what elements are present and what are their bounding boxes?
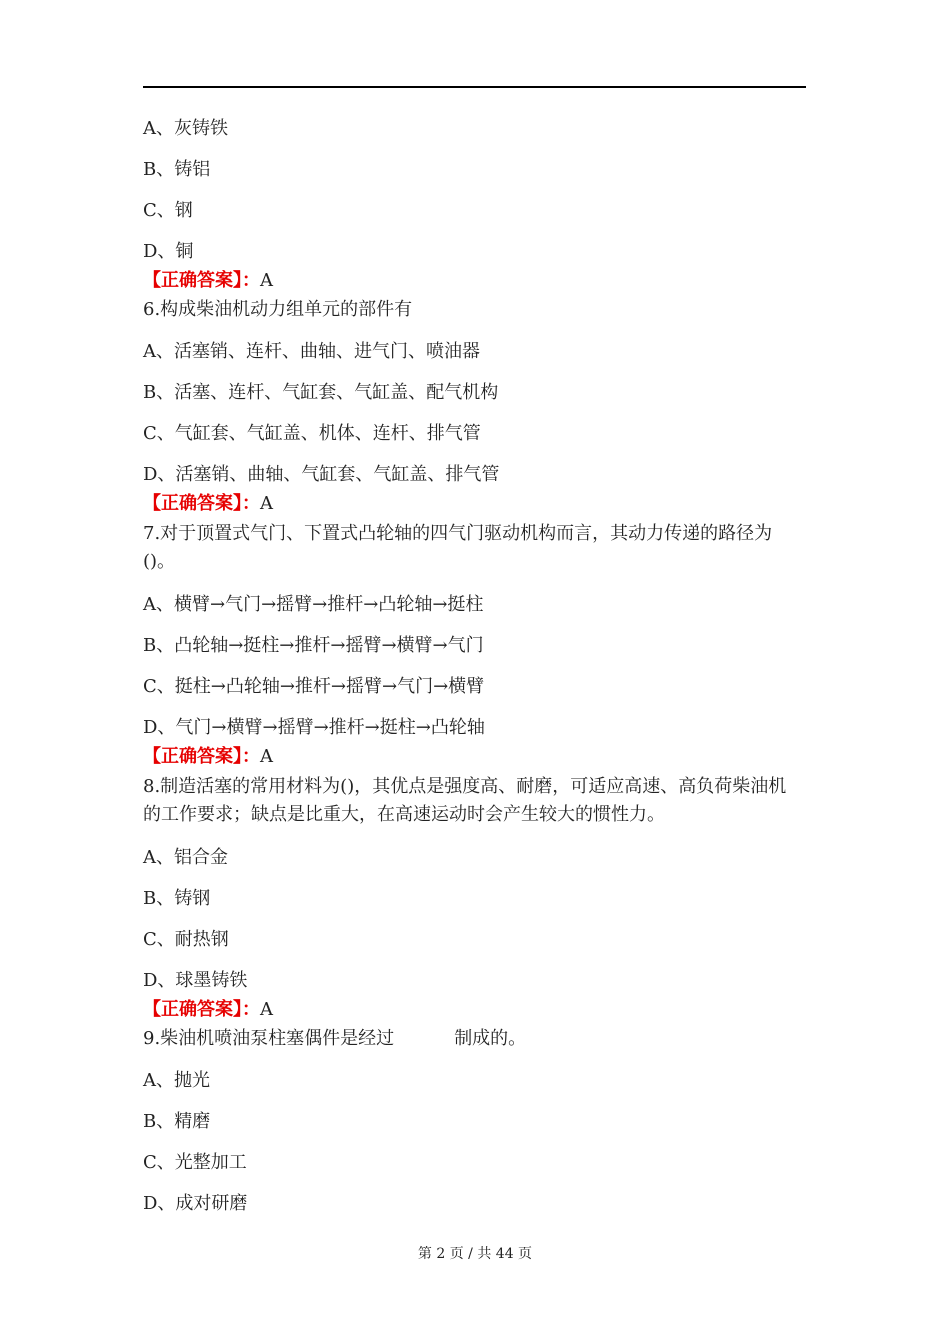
q7-option-d: D、气门→横臂→摇臂→推杆→挺柱→凸轮轴	[143, 717, 485, 738]
q6-option-a: A、活塞销、连杆、曲轴、进气门、喷油器	[143, 341, 480, 362]
answer-value: A	[260, 270, 273, 291]
q7-answer	[143, 745, 273, 769]
q9-stem	[143, 1027, 526, 1051]
q6-answer	[143, 492, 273, 516]
q5-option-c: C、钢	[143, 200, 193, 221]
q8-option-d: D、球墨铸铁	[143, 970, 248, 991]
q6-option-c: C、气缸套、气缸盖、机体、连杆、排气管	[143, 423, 481, 444]
q5-option-d: D、铜	[143, 241, 194, 262]
q6-option-d: D、活塞销、曲轴、气缸套、气缸盖、排气管	[143, 464, 500, 485]
q8-answer	[143, 998, 273, 1022]
q5-answer	[143, 269, 273, 293]
answer-value: A	[260, 999, 273, 1020]
q8-option-c: C、耐热钢	[143, 929, 229, 950]
q7-stem: 7.对于顶置式气门、下置式凸轮轴的四气门驱动机构而言，其动力传递的路径为()。	[143, 523, 773, 572]
q6-option-b: B、活塞、连杆、气缸套、气缸盖、配气机构	[143, 382, 499, 403]
answer-value: A	[260, 746, 273, 767]
q7-option-b: B、凸轮轴→挺柱→推杆→摇臂→横臂→气门	[143, 635, 484, 656]
q9-option-b: B、精磨	[143, 1111, 211, 1132]
q8-stem: 8.制造活塞的常用材料为()，其优点是强度高、耐磨，可适应高速、高负荷柴油机的工作要求；缺点是比重大，在高速运动时会产生较大的惯性力。	[143, 776, 787, 825]
answer-label: 【正确答案】：	[143, 999, 260, 1020]
q7-option-c: C、挺柱→凸轮轴→推杆→摇臂→气门→横臂	[143, 676, 485, 697]
answer-label: 【正确答案】：	[143, 493, 260, 514]
page-number: 第 2 页 / 共 44 页	[417, 1246, 533, 1262]
header-rule	[143, 86, 806, 88]
q9-stem-after: 制成的。	[454, 1028, 527, 1049]
q7-option-a: A、横臂→气门→摇臂→推杆→凸轮轴→挺柱	[143, 594, 484, 615]
q8-option-a: A、铝合金	[143, 847, 228, 868]
answer-value: A	[260, 493, 273, 514]
q9-stem-before: 9.柴油机喷油泵柱塞偶件是经过	[143, 1028, 395, 1049]
q9-option-a: A、抛光	[143, 1070, 210, 1091]
q5-option-a: A、灰铸铁	[143, 118, 228, 139]
q5-option-b: B、铸铝	[143, 159, 211, 180]
answer-label: 【正确答案】：	[143, 746, 260, 767]
q9-option-d: D、成对研磨	[143, 1193, 248, 1214]
q8-option-b: B、铸钢	[143, 888, 211, 909]
q9-option-c: C、光整加工	[143, 1152, 247, 1173]
q6-stem: 6.构成柴油机动力组单元的部件有	[143, 299, 413, 320]
answer-label: 【正确答案】：	[143, 270, 260, 291]
